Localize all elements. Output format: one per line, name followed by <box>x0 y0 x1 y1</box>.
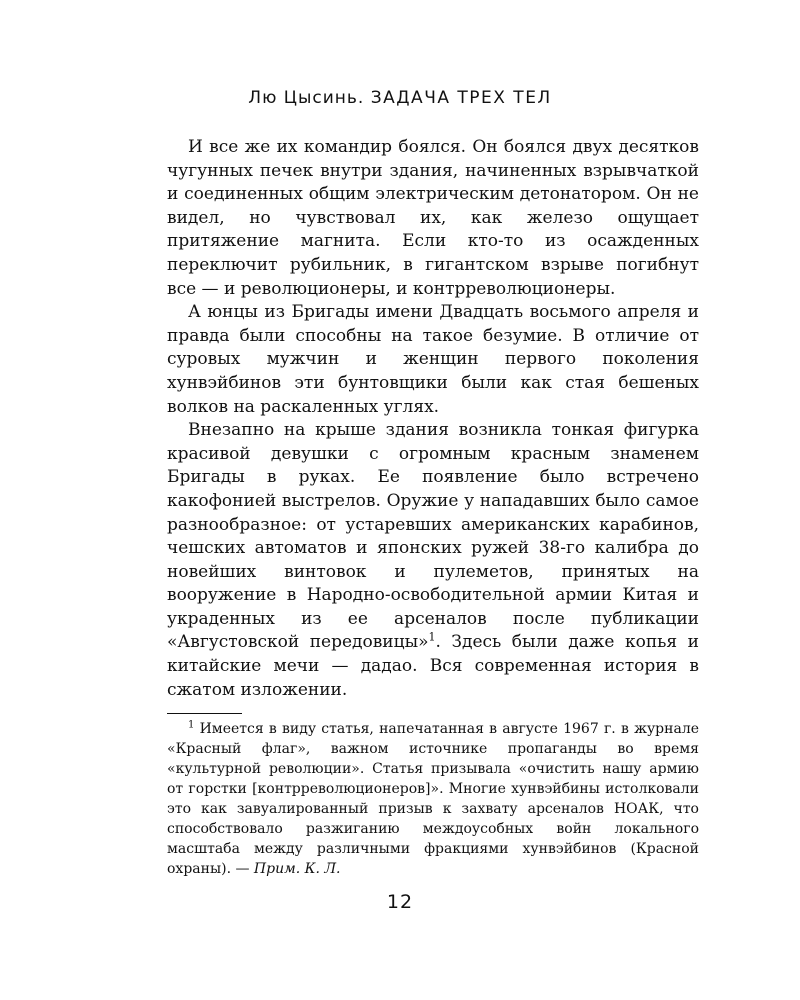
footnote-separator <box>167 713 242 714</box>
footnote-marker[interactable]: 1 <box>428 630 436 644</box>
page-number: 12 <box>386 891 414 913</box>
footnote-number: 1 <box>188 719 195 731</box>
paragraph-2: А юнцы из Бригады имени Двадцать восьмого апреля и правда были способны на такое безумие. В отличие от суровых мужчин и женщин первого поколения хунвэйбинов эти бунтовщики были как стая бешеных волков на раскаленных углях. <box>167 302 699 417</box>
paragraph-3-text-before-marker: Внезапно на крыше здания возникла тонкая фигурка красивой девушки с огромным красным знаменем Бригады в руках. Ее появление было встречено какофонией выстрелов. Оружие у нападавших было самое разнообразное: от устаревших американских карабинов, чешских автоматов и японских ружей 38-го калибра до новейших винтовок и пулеметов, принятых на вооружение в Народно-освободительной армии Китая и украденных из ее арсеналов после публикации «Августовской передовицы» <box>167 420 699 653</box>
running-head-title: ЗАДАЧА ТРЕХ ТЕЛ <box>370 88 552 108</box>
footnote-text: Имеется в виду статья, напечатанная в августе 1967 г. в журнале «Красный флаг», важном источнике пропаганды во время «культурной революции». Статья призывала «очистить нашу армию от горстки [контрреволюционеров]». Многие хунвэйбины истолковали это как завуалированный призыв к захвату арсеналов НОАК, что способствовало разжиганию междоусобных войн локального масштаба между различными фракциями хунвэйбинов (Красной охраны). — <box>167 721 699 877</box>
paragraph-3 <box>167 419 699 702</box>
paragraph-3-text-after-marker: . Здесь были даже копья и китайские мечи — дадао. Вся современная история в сжатом изложении. <box>167 632 699 700</box>
running-head <box>0 88 800 108</box>
running-head-author: Лю Цысинь. <box>248 88 365 108</box>
main-text <box>167 136 699 702</box>
paragraph-1: И все же их командир боялся. Он боялся двух десятков чугунных печек внутри здания, начиненных взрывчаткой и соединенных общим электрическим детонатором. Он не видел, но чувствовал их, как железо ощущает притяжение магнита. Если кто-то из осажденных переключит рубильник, в гигантском взрыве погибнут все — и революционеры, и контрреволюционеры. <box>167 137 699 299</box>
footnote-signature: Прим. К. Л. <box>253 861 341 877</box>
footnote <box>167 719 699 879</box>
